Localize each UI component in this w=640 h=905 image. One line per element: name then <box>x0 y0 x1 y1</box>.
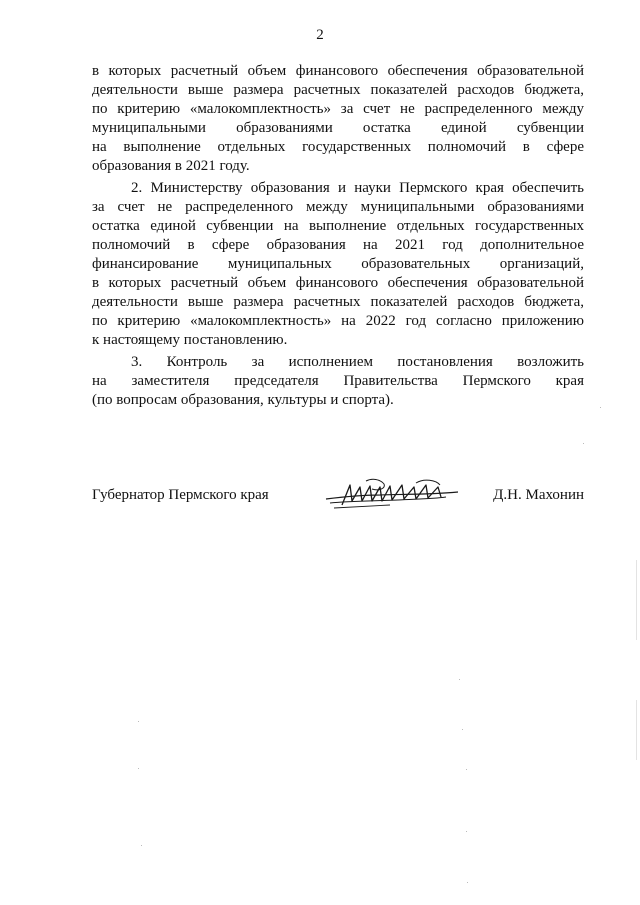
signature-block <box>92 487 584 527</box>
text-line: на заместителя председателя Правительства Пермского края <box>92 373 584 389</box>
scan-speck <box>466 769 467 770</box>
scan-speck <box>600 407 601 408</box>
text-line: на выполнение отдельных государственных полномочий в сфере <box>92 139 584 155</box>
signer-title: Губернатор Пермского края <box>92 487 269 503</box>
scan-speck <box>462 729 463 730</box>
text-line: полномочий в сфере образования на 2021 год дополнительное <box>92 237 584 253</box>
scan-edge-line <box>636 700 637 760</box>
scan-speck <box>459 679 460 680</box>
scan-speck <box>138 768 139 769</box>
scan-speck <box>467 882 468 883</box>
scan-edge-line <box>636 560 637 640</box>
scan-speck <box>141 845 142 846</box>
text-line: в которых расчетный объем финансового обеспечения образовательной <box>92 63 584 79</box>
text-line: остатка единой субвенции на выполнение отдельных государственных <box>92 218 584 234</box>
text-line: 2. Министерству образования и науки Пермского края обеспечить <box>131 180 584 196</box>
scan-speck <box>138 721 139 722</box>
text-line: за счет не распределенного между муниципальными образованиями <box>92 199 584 215</box>
text-line: финансирование муниципальных образовательных организаций, <box>92 256 584 272</box>
text-line: деятельности выше размера расчетных показателей расходов бюджета, <box>92 82 584 98</box>
handwritten-signature <box>320 475 470 515</box>
text-line: образования в 2021 году. <box>92 158 250 174</box>
text-line: (по вопросам образования, культуры и спорта). <box>92 392 394 408</box>
scan-speck <box>583 443 584 444</box>
text-line: 3. Контроль за исполнением постановления возложить <box>131 354 584 370</box>
text-line: муниципальными образованиями остатка единой субвенции <box>92 120 584 136</box>
text-line: по критерию «малокомплектность» за счет не распределенного между <box>92 101 584 117</box>
text-line: в которых расчетный объем финансового обеспечения образовательной <box>92 275 584 291</box>
scan-speck <box>466 831 467 832</box>
signer-name: Д.Н. Махонин <box>493 487 584 503</box>
text-line: к настоящему постановлению. <box>92 332 288 348</box>
page-number: 2 <box>316 27 324 43</box>
text-line: деятельности выше размера расчетных показателей расходов бюджета, <box>92 294 584 310</box>
text-line: по критерию «малокомплектность» на 2022 год согласно приложению <box>92 313 584 329</box>
